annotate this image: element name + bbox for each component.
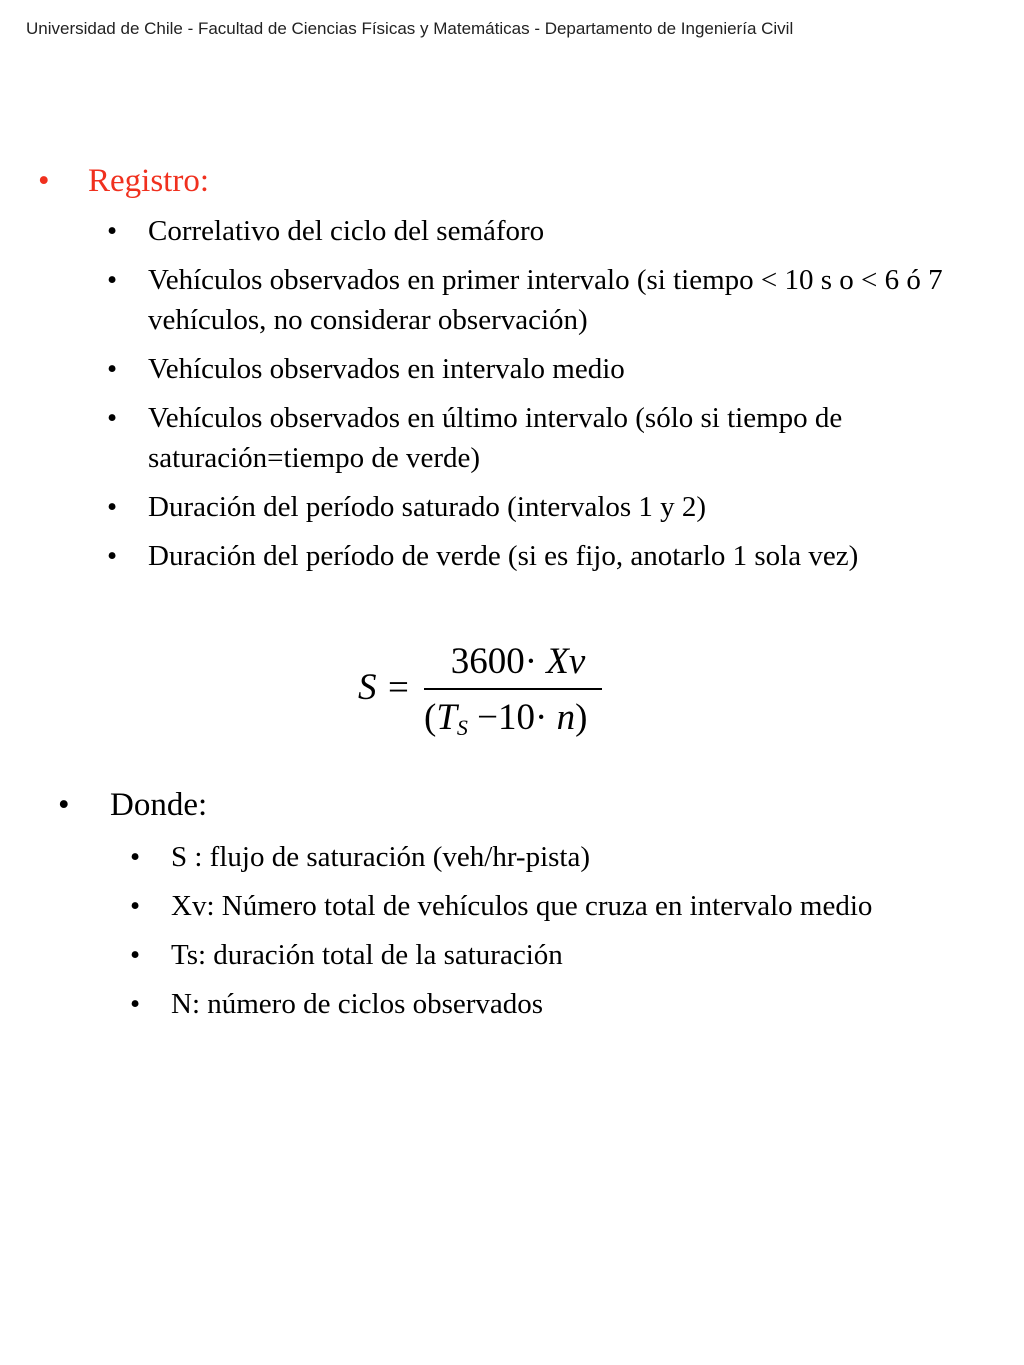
- saturation-flow-formula: [358, 640, 618, 750]
- numerator-var: Xv: [546, 641, 586, 682]
- formula-equals: =: [388, 667, 409, 708]
- bullet-icon: •: [107, 215, 118, 247]
- list-item-text: Vehículos observados en último intervalo (sólo si tiempo de saturación=tiempo de verde): [148, 402, 843, 474]
- formula-denominator: [424, 696, 604, 741]
- page-header: Universidad de Chile - Facultad de Ciencias Físicas y Matemáticas - Departamento de Ingeniería Civil: [26, 19, 794, 38]
- list-item: [107, 398, 977, 478]
- denom-close: ): [575, 697, 588, 738]
- bullet-icon: •: [107, 353, 118, 385]
- bullet-icon: •: [107, 540, 118, 572]
- list-item: [130, 935, 980, 975]
- donde-bullet: •: [58, 787, 70, 823]
- denom-minus: −: [477, 697, 499, 738]
- bullet-icon: •: [130, 841, 141, 873]
- bullet-icon: •: [130, 890, 141, 922]
- numerator-const: 3600: [450, 641, 525, 682]
- registro-title: Registro:: [88, 163, 209, 199]
- list-item-text: Correlativo del ciclo del semáforo: [148, 215, 545, 247]
- registro-bullet: •: [38, 163, 50, 199]
- list-item: [130, 984, 980, 1024]
- bullet-icon: •: [107, 264, 118, 296]
- fraction-bar: [424, 688, 602, 690]
- bullet-icon: •: [130, 988, 141, 1020]
- denom-var: T: [436, 697, 457, 738]
- list-item: [107, 487, 977, 527]
- list-item: [130, 886, 980, 926]
- list-item-text: Ts: duración total de la saturación: [171, 939, 563, 971]
- denom-const: 10: [498, 697, 536, 738]
- denom-dot: ·: [535, 697, 548, 738]
- formula-lhs: S: [358, 667, 377, 708]
- list-item-text: N: número de ciclos observados: [171, 988, 544, 1020]
- formula-numerator: [438, 640, 598, 683]
- list-item: [107, 536, 977, 576]
- donde-list: [130, 837, 980, 1033]
- denom-sub: S: [456, 715, 468, 740]
- list-item: [107, 260, 977, 340]
- list-item-text: S : flujo de saturación (veh/hr-pista): [171, 841, 590, 873]
- numerator-dot: ·: [524, 641, 538, 682]
- registro-list: [107, 211, 977, 585]
- bullet-icon: •: [107, 491, 118, 523]
- bullet-icon: •: [107, 402, 118, 434]
- list-item: [107, 349, 977, 389]
- list-item-text: Vehículos observados en primer intervalo (si tiempo < 10 s o < 6 ó 7 vehículos, no considerar observación): [148, 264, 943, 336]
- list-item-text: Duración del período saturado (intervalos 1 y 2): [148, 491, 707, 523]
- donde-title: Donde:: [110, 787, 208, 823]
- bullet-icon: •: [130, 939, 141, 971]
- list-item-text: Duración del período de verde (si es fijo, anotarlo 1 sola vez): [148, 540, 859, 572]
- list-item-text: Xv: Número total de vehículos que cruza en intervalo medio: [171, 890, 873, 922]
- list-item: [107, 211, 977, 251]
- denom-open: (: [424, 697, 437, 738]
- list-item: [130, 837, 980, 877]
- list-item-text: Vehículos observados en intervalo medio: [148, 353, 625, 385]
- denom-n: n: [556, 697, 576, 738]
